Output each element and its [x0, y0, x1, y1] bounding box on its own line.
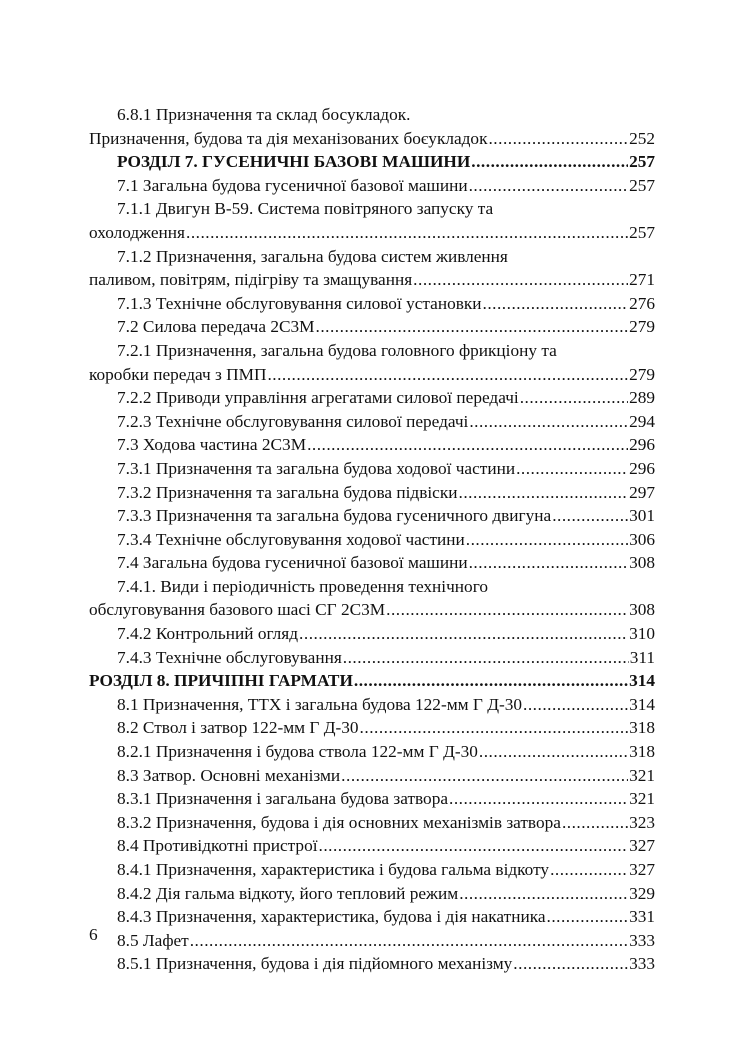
- toc-entry: 7.2.1 Призначення, загальна будова головного фрикціону та: [117, 340, 557, 360]
- toc-page-number: 297: [629, 482, 655, 502]
- leader-dots: [316, 315, 629, 339]
- leader-dots: [360, 716, 629, 740]
- leader-dots: [562, 811, 628, 835]
- toc-page-number: 311: [629, 647, 655, 667]
- leader-dots: [343, 646, 629, 670]
- toc-entry: 7.3.4 Технічне обслуговування ходової частини ..... 306: [89, 528, 655, 552]
- leader-dots: [466, 528, 628, 552]
- leader-dots: [469, 174, 628, 198]
- toc-entry: 6.8.1 Призначення та склад босукладок.: [117, 105, 411, 124]
- toc-page-number: 279: [629, 317, 655, 337]
- leader-dots: [341, 764, 628, 788]
- leader-dots: [479, 740, 628, 764]
- toc-page-number: 323: [629, 812, 655, 832]
- toc-page-number: 333: [629, 930, 655, 950]
- leader-dots: [469, 551, 628, 575]
- toc-page-number: 329: [629, 883, 655, 903]
- toc-page-number: 310: [629, 624, 655, 644]
- toc-page-number: 318: [629, 742, 655, 762]
- toc-page-number: 294: [629, 411, 655, 431]
- toc-entry: 8.5.1 Призначення, будова і дія підйомного механізму ..... 333: [89, 952, 655, 976]
- leader-dots: [186, 221, 628, 245]
- toc-page-number: 314: [629, 694, 655, 714]
- leader-dots: [552, 504, 628, 528]
- toc-entry: 7.3.3 Призначення та загальна будова гусеничного двигуна ..... 301: [89, 504, 655, 528]
- leader-dots: [413, 268, 628, 292]
- toc-entry: охолодження ..... 257: [89, 221, 655, 245]
- toc-page-number: 271: [629, 270, 655, 290]
- toc-entry: 7.4.2 Контрольний огляд ..... 310: [89, 622, 655, 646]
- leader-dots: [459, 882, 628, 906]
- toc-entry: 7.3.2 Призначення та загальна будова підвіски ..... 297: [89, 481, 655, 505]
- toc-entry: паливом, повітрям, підігріву та змащування ..... 271: [89, 268, 655, 292]
- toc-page-number: 296: [629, 458, 655, 478]
- leader-dots: [299, 622, 628, 646]
- toc-page-number: 276: [629, 293, 655, 313]
- toc-entry: Призначення, будова та дія механізованих боєукладок ..... 252: [89, 127, 655, 151]
- leader-dots: [550, 858, 628, 882]
- leader-dots: [483, 292, 629, 316]
- toc-page-number: 308: [629, 600, 655, 620]
- leader-dots: [469, 410, 628, 434]
- toc-entry: 7.2.3 Технічне обслуговування силової передачі ..... 294: [89, 410, 655, 434]
- toc-page-number: 321: [629, 789, 655, 809]
- toc-page-number: 308: [629, 553, 655, 573]
- leader-dots: [449, 787, 628, 811]
- toc-page-number: 327: [629, 860, 655, 879]
- toc-entry: 7.2.2 Приводи управління агрегатами силової передачі ..... 289: [89, 386, 655, 410]
- toc-entry: 7.4.3 Технічне обслуговування ..... 311: [89, 646, 655, 670]
- toc-entry: 8.4.2 Дія гальма відкоту, його тепловий режим ..... 329: [89, 882, 655, 906]
- toc-page-number: 296: [629, 435, 655, 455]
- toc-page-number: 333: [629, 954, 655, 974]
- toc-entry: 7.2 Силова передача 2С3М ..... 279: [89, 315, 655, 339]
- toc-page-number: 257: [629, 222, 655, 242]
- leader-dots: [488, 127, 628, 151]
- toc-entry: 7.1.3 Технічне обслуговування силової установки ..... 276: [89, 292, 655, 316]
- toc-section-heading: РОЗДІЛ 7. ГУСЕНИЧНІ БАЗОВІ МАШИНИ ..... 257: [89, 150, 655, 174]
- toc-entry: 7.3 Ходова частина 2С3М ..... 296: [89, 433, 655, 457]
- leader-dots: [319, 834, 629, 858]
- toc-entry: 8.1 Призначення, ТТХ і загальна будова 122-мм Г Д-30 ..... 314: [89, 693, 655, 717]
- toc-page-number: 252: [629, 128, 655, 148]
- page-number: 6: [89, 925, 98, 944]
- leader-dots: [307, 433, 628, 457]
- toc-entry: 8.2.1 Призначення і будова ствола 122-мм Г Д-30 ..... 318: [89, 740, 655, 764]
- leader-dots: [386, 598, 628, 622]
- toc-entry: обслуговування базового шасі СГ 2С3М ..... 308: [89, 598, 655, 622]
- leader-dots: [520, 386, 628, 410]
- leader-dots: [547, 905, 629, 929]
- toc-entry: 8.4.1 Призначення, характеристика і будова гальма відкоту ..... 327: [89, 858, 655, 882]
- toc-entry: 7.3.1 Призначення та загальна будова ходової частини ..... 296: [89, 457, 655, 481]
- toc-entry: 7.4.1. Види і періодичність проведення технічного: [117, 576, 488, 596]
- toc-entry: 7.1.1 Двигун В-59. Система повітряного запуску та: [117, 199, 494, 219]
- leader-dots: [354, 669, 628, 693]
- leader-dots: [513, 952, 628, 976]
- toc-entry: 7.1.2 Призначення, загальна будова систем живлення: [117, 246, 508, 266]
- toc-page-number: 331: [629, 907, 655, 927]
- toc-section-heading: РОЗДІЛ 8. ПРИЧІПНІ ГАРМАТИ ..... 314: [89, 669, 655, 693]
- toc-entry: коробки передач з ПМП ..... 279: [89, 363, 655, 387]
- toc-entry: 7.4 Загальна будова гусеничної базової машини ..... 308: [89, 551, 655, 575]
- toc-entry: 8.3 Затвор. Основні механізми ..... 321: [89, 764, 655, 788]
- leader-dots: [516, 457, 628, 481]
- toc-entry: 8.4.3 Призначення, характеристика, будова і дія накатника ..... 331: [89, 905, 655, 929]
- toc-entry: 8.3.1 Призначення і загальана будова затвора ..... 321: [89, 787, 655, 811]
- toc-page-number: 301: [629, 506, 655, 526]
- table-of-contents: [89, 103, 655, 976]
- leader-dots: [190, 929, 628, 953]
- leader-dots: [471, 150, 628, 174]
- toc-entry: 8.3.2 Призначення, будова і дія основних механізмів затвора ..... 323: [89, 811, 655, 835]
- toc-page-number: 289: [629, 388, 655, 408]
- toc-page-number: 257: [629, 152, 655, 172]
- leader-dots: [267, 363, 628, 387]
- toc-page-number: 279: [629, 364, 655, 384]
- toc-page-number: 318: [629, 718, 655, 738]
- toc-page-number: 327: [629, 836, 655, 856]
- toc-entry: 8.2 Ствол і затвор 122-мм Г Д-30 ..... 318: [89, 716, 655, 740]
- toc-page-number: 314: [629, 671, 655, 691]
- toc-page-number: 306: [629, 529, 655, 549]
- toc-page-number: 257: [629, 175, 655, 195]
- leader-dots: [459, 481, 629, 505]
- toc-page-number: 321: [629, 765, 655, 785]
- leader-dots: [523, 693, 628, 717]
- toc-entry: 8.5 Лафет ..... 333: [89, 929, 655, 953]
- toc-entry: 7.1 Загальна будова гусеничної базової машини ..... 257: [89, 174, 655, 198]
- toc-entry: 8.4 Противідкотні пристрої ..... 327: [89, 834, 655, 858]
